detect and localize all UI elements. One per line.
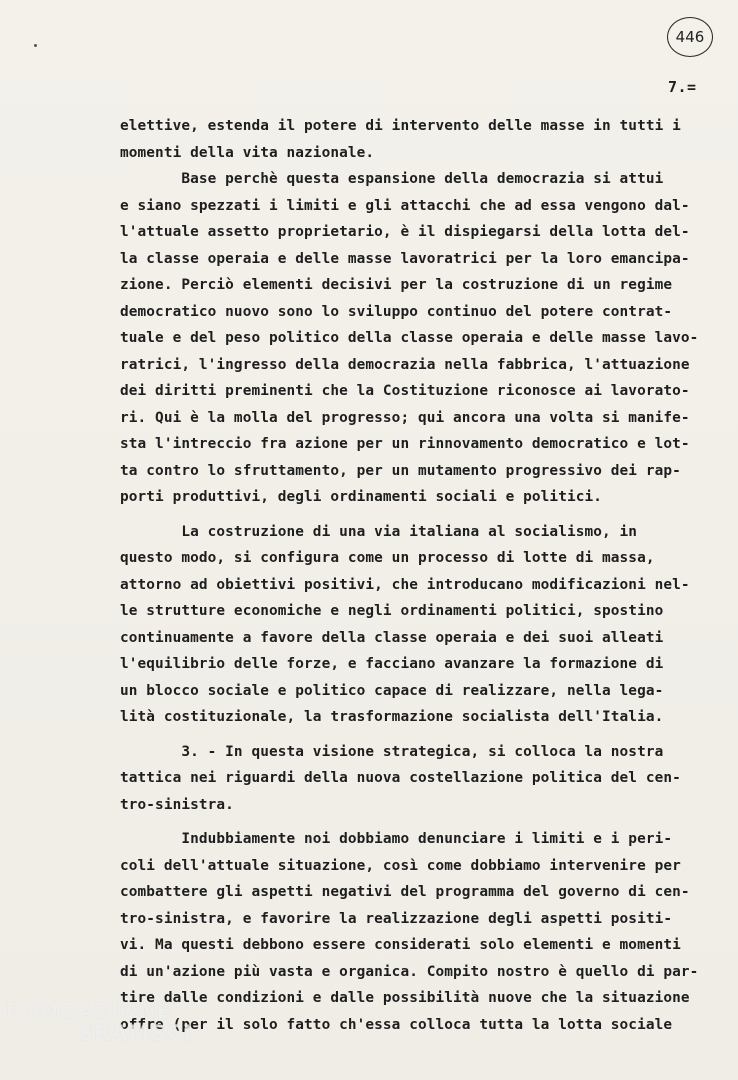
text-line: attorno ad obiettivi positivi, che introducano modificazioni nel-	[120, 576, 690, 593]
text-line: sta l'intreccio fra azione per un rinnovamento democratico e lot-	[120, 436, 690, 452]
text-line: lità costituzionale, la trasformazione socialista dell'Italia.	[120, 709, 664, 725]
watermark-line-1: FONDAZIONE	[6, 999, 173, 1023]
paragraph-gap	[120, 731, 705, 739]
paragraph-gap	[120, 818, 705, 826]
text-line: Indubbiamente noi dobbiamo denunciare i limiti e i peri-	[120, 831, 673, 847]
text-line: le strutture economiche e negli ordinamenti politici, spostino	[120, 603, 664, 619]
text-line: democratico nuovo sono lo sviluppo continuo del potere contrat-	[120, 303, 673, 320]
text-line: la classe operaia e delle masse lavoratrici per la loro emancipa-	[120, 250, 690, 267]
text-line: tire dalle condizioni e dalle possibilità nuove che la situazione	[120, 990, 690, 1006]
text-line: momenti della vita nazionale.	[120, 144, 375, 161]
watermark-logo	[6, 1000, 192, 1044]
text-line: porti produttivi, degli ordinamenti sociali e politici.	[120, 489, 603, 505]
ink-dot	[34, 44, 37, 47]
archive-stamp	[667, 17, 713, 57]
text-line: un blocco sociale e politico capace di realizzare, nella lega-	[120, 682, 664, 699]
text-line: ratrici, l'ingresso della democrazia nella fabbrica, l'attuazione	[120, 356, 690, 373]
text-line: ri. Qui è la molla del progresso; qui ancora una volta si manife-	[120, 409, 690, 426]
text-line: l'equilibrio delle forze, e facciano avanzare la formazione di	[120, 656, 664, 672]
stamp-number: 446	[675, 28, 705, 46]
body-text	[120, 113, 705, 1038]
text-line: tuale e del peso politico della classe operaia e delle masse lavo-	[120, 330, 699, 346]
text-line: offre (per il solo fatto ch'essa colloca tutta la lotta sociale	[120, 1016, 673, 1033]
text-line: tro-sinistra, e favorire la realizzazione degli aspetti positi-	[120, 910, 673, 927]
text-line: continuamente a favore della classe operaia e dei suoi alleati	[120, 629, 664, 646]
text-line: coli dell'attuale situazione, così come dobbiamo intervenire per	[120, 857, 681, 874]
text-line: questo modo, si configura come un processo di lotte di massa,	[120, 550, 655, 566]
paragraph-gap	[120, 511, 705, 519]
text-line: La costruzione di una via italiana al socialismo, in	[120, 523, 638, 540]
page-number: 7.=	[668, 78, 697, 96]
watermark-line-2: GRAMSCI	[76, 1021, 192, 1045]
text-line: 3. - In questa visione strategica, si colloca la nostra	[120, 743, 664, 760]
text-line: Base perchè questa espansione della democrazia si attui	[120, 171, 664, 187]
text-line: tro-sinistra.	[120, 796, 234, 813]
text-line: dei diritti preminenti che la Costituzione riconosce ai lavorato-	[120, 383, 690, 399]
text-line: ta contro lo sfruttamento, per un mutamento progressivo dei rap-	[120, 462, 681, 479]
text-line: vi. Ma questi debbono essere considerati solo elementi e momenti	[120, 937, 681, 953]
text-line: l'attuale assetto proprietario, è il dispiegarsi della lotta del-	[120, 224, 690, 240]
text-line: elettive, estenda il potere di intervento delle masse in tutti i	[120, 118, 681, 134]
text-line: di un'azione più vasta e organica. Compito nostro è quello di par-	[120, 963, 699, 980]
text-line: e siano spezzati i limiti e gli attacchi che ad essa vengono dal-	[120, 197, 690, 214]
text-line: combattere gli aspetti negativi del programma del governo di cen-	[120, 884, 690, 900]
text-line: tattica nei riguardi della nuova costellazione politica del cen-	[120, 770, 681, 786]
text-line: zione. Perciò elementi decisivi per la costruzione di un regime	[120, 277, 673, 293]
